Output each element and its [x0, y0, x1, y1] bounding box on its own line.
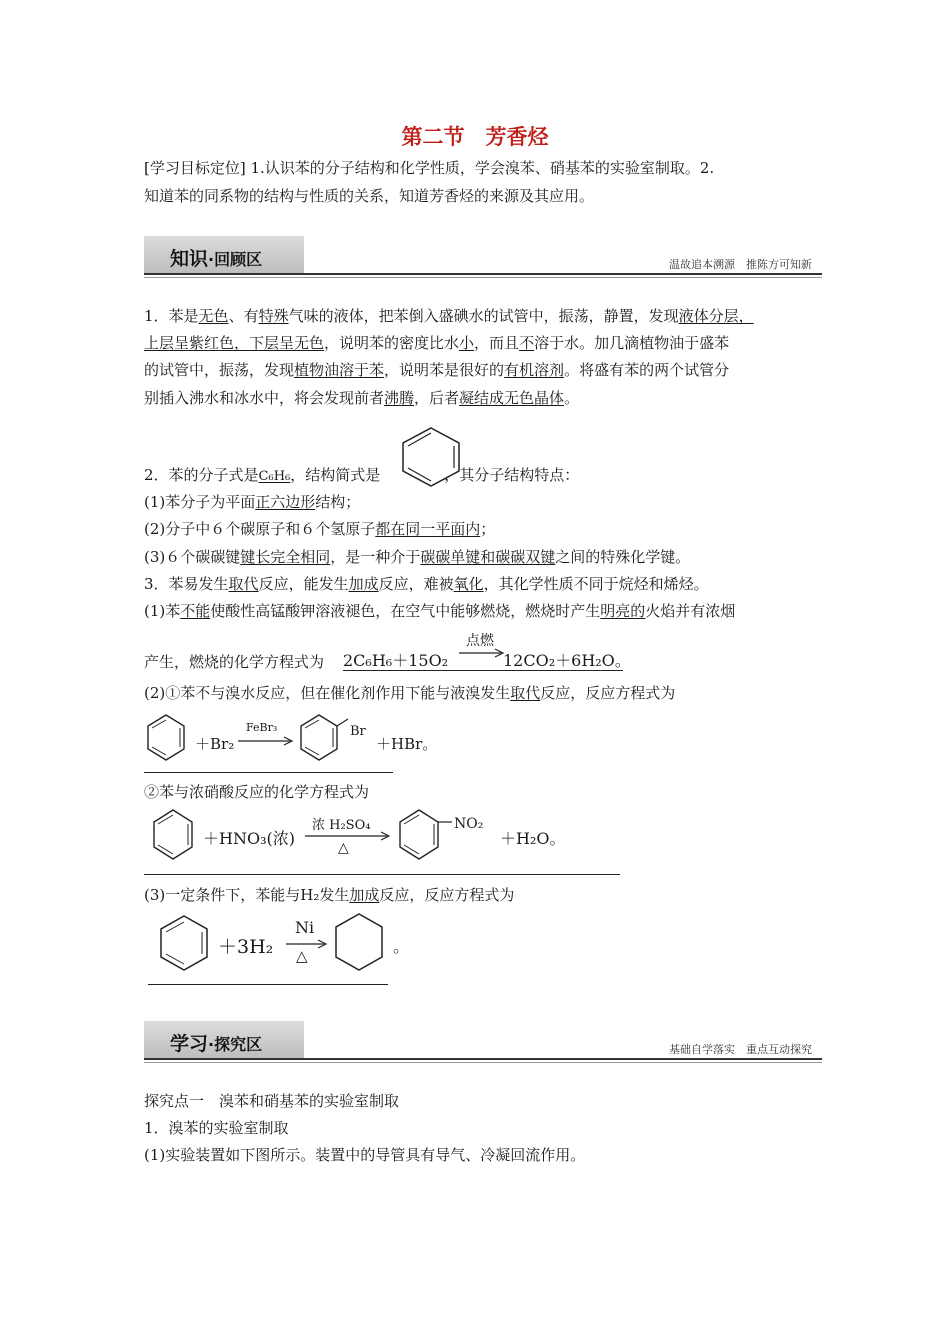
hydrogenation-reagent: ＋3H₂ [218, 936, 274, 958]
nitrobenzene-ring [398, 808, 460, 862]
hydrogenation-condition-top: Ni [295, 918, 315, 937]
nitration-condition-bottom: △ [338, 840, 349, 856]
bromination-reagent: ＋Br₂ [195, 735, 235, 753]
explore-line-3: (1)实验装置如下图所示。装置中的导管具有导气、冷凝回流作用。 [144, 1146, 586, 1164]
section-header-explore: 学习·探究区 基础自学落实 重点互动探究 [144, 1021, 822, 1061]
p2-item-1: (1)苯分子为平面正六边形结构； [144, 493, 361, 511]
combustion-arrow [459, 648, 505, 658]
p3-sub-2b: ②苯与浓硝酸反应的化学方程式为 [144, 783, 370, 801]
bromobenzene-substituent: Br [350, 724, 366, 739]
benzene-reactant-2 [152, 808, 194, 862]
nitration-underline [144, 874, 620, 875]
objective-line-1: [学习目标定位] 1.认识苯的分子结构和化学性质，学会溴苯、硝基苯的实验室制取。2. [144, 159, 715, 177]
objective-tag: [学习目标定位] [144, 159, 246, 177]
explore-heading-1: 探究点一 溴苯和硝基苯的实验室制取 [144, 1092, 400, 1110]
p2-item-2: (2)分子中６个碳原子和６个氢原子都在同一平面内； [144, 520, 496, 538]
p3-sub-1: (1)苯不能使酸性高锰酸钾溶液褪色，在空气中能够燃烧，燃烧时产生明亮的火焰并有浓烟 [144, 602, 736, 620]
explore-heading-2: 1．溴苯的实验室制取 [144, 1119, 289, 1137]
nitration-condition-top: 浓 H₂SO₄ [312, 818, 371, 833]
section-motto: 基础自学落实 重点互动探究 [669, 1043, 812, 1056]
bromination-product-2: ＋HBr。 [376, 735, 438, 753]
benzene-structure [396, 425, 466, 485]
benzene-reactant-1 [145, 713, 187, 763]
bromobenzene-ring [298, 713, 358, 763]
page-title: 第二节 芳香烃 [401, 124, 549, 149]
p3-sub-3: (3)一定条件下，苯能与H₂发生加成反应，反应方程式为 [144, 886, 515, 904]
p2-line-1: 2．苯的分子式是C₆H₆，结构简式是 ，其分子结构特点： [144, 466, 580, 484]
section-motto: 温故追本溯源 推陈方可知新 [669, 258, 812, 271]
benzene-reactant-3 [158, 914, 210, 974]
p1-line-2: 上层呈紫红色，下层呈无色，说明苯的密度比水小，而且不溶于水。加几滴植物油于盛苯 [144, 334, 730, 352]
combustion-underline [343, 670, 623, 671]
p1-line-4: 别插入沸水和冰水中，将会发现前者沸腾，后者凝结成无色晶体。 [144, 389, 580, 407]
p3-sub-2: (2)①苯不与溴水反应，但在催化剂作用下能与液溴发生取代反应，反应方程式为 [144, 684, 676, 702]
hydrogenation-end: 。 [393, 937, 410, 956]
p3-line-1: 3．苯易发生取代反应，能发生加成反应，难被氧化，其化学性质不同于烷烃和烯烃。 [144, 575, 709, 593]
p1-line-1: 1．苯是无色、有特殊气味的液体，把苯倒入盛碘水的试管中，振荡，静置，发现液体分层， [144, 307, 754, 325]
p1-line-3: 的试管中，振荡，发现植物油溶于苯，说明苯是很好的有机溶剂。将盛有苯的两个试管分 [144, 361, 730, 379]
bromination-catalyst: FeBr₃ [246, 721, 278, 734]
nitration-reagent: ＋HNO₃(浓) [203, 829, 295, 848]
bromination-arrow [238, 736, 294, 746]
hydrogenation-underline [148, 984, 388, 985]
combustion-right: 12CO₂＋6H₂O。 [503, 651, 631, 670]
combustion-left: 2C₆H₆＋15O₂ [343, 651, 449, 670]
bromination-underline [144, 772, 393, 773]
cyclohexane-ring [333, 912, 385, 974]
objective-line-2: 知道苯的同系物的结构与性质的关系，知道芳香烃的来源及其应用。 [144, 187, 595, 205]
nitration-product-2: ＋H₂O。 [500, 829, 566, 848]
p3-sub-1b: 产生，燃烧的化学方程式为 [144, 653, 325, 671]
p2-item-3: (3)６个碳碳键键长完全相同，是一种介于碳碳单键和碳碳双键之间的特殊化学键。 [144, 548, 691, 566]
section-header-review: 知识·回顾区 温故追本溯源 推陈方可知新 [144, 236, 822, 276]
nitrobenzene-substituent: NO₂ [454, 816, 484, 832]
hydrogenation-condition-bottom: △ [296, 947, 308, 965]
combustion-condition: 点燃 [466, 633, 494, 649]
